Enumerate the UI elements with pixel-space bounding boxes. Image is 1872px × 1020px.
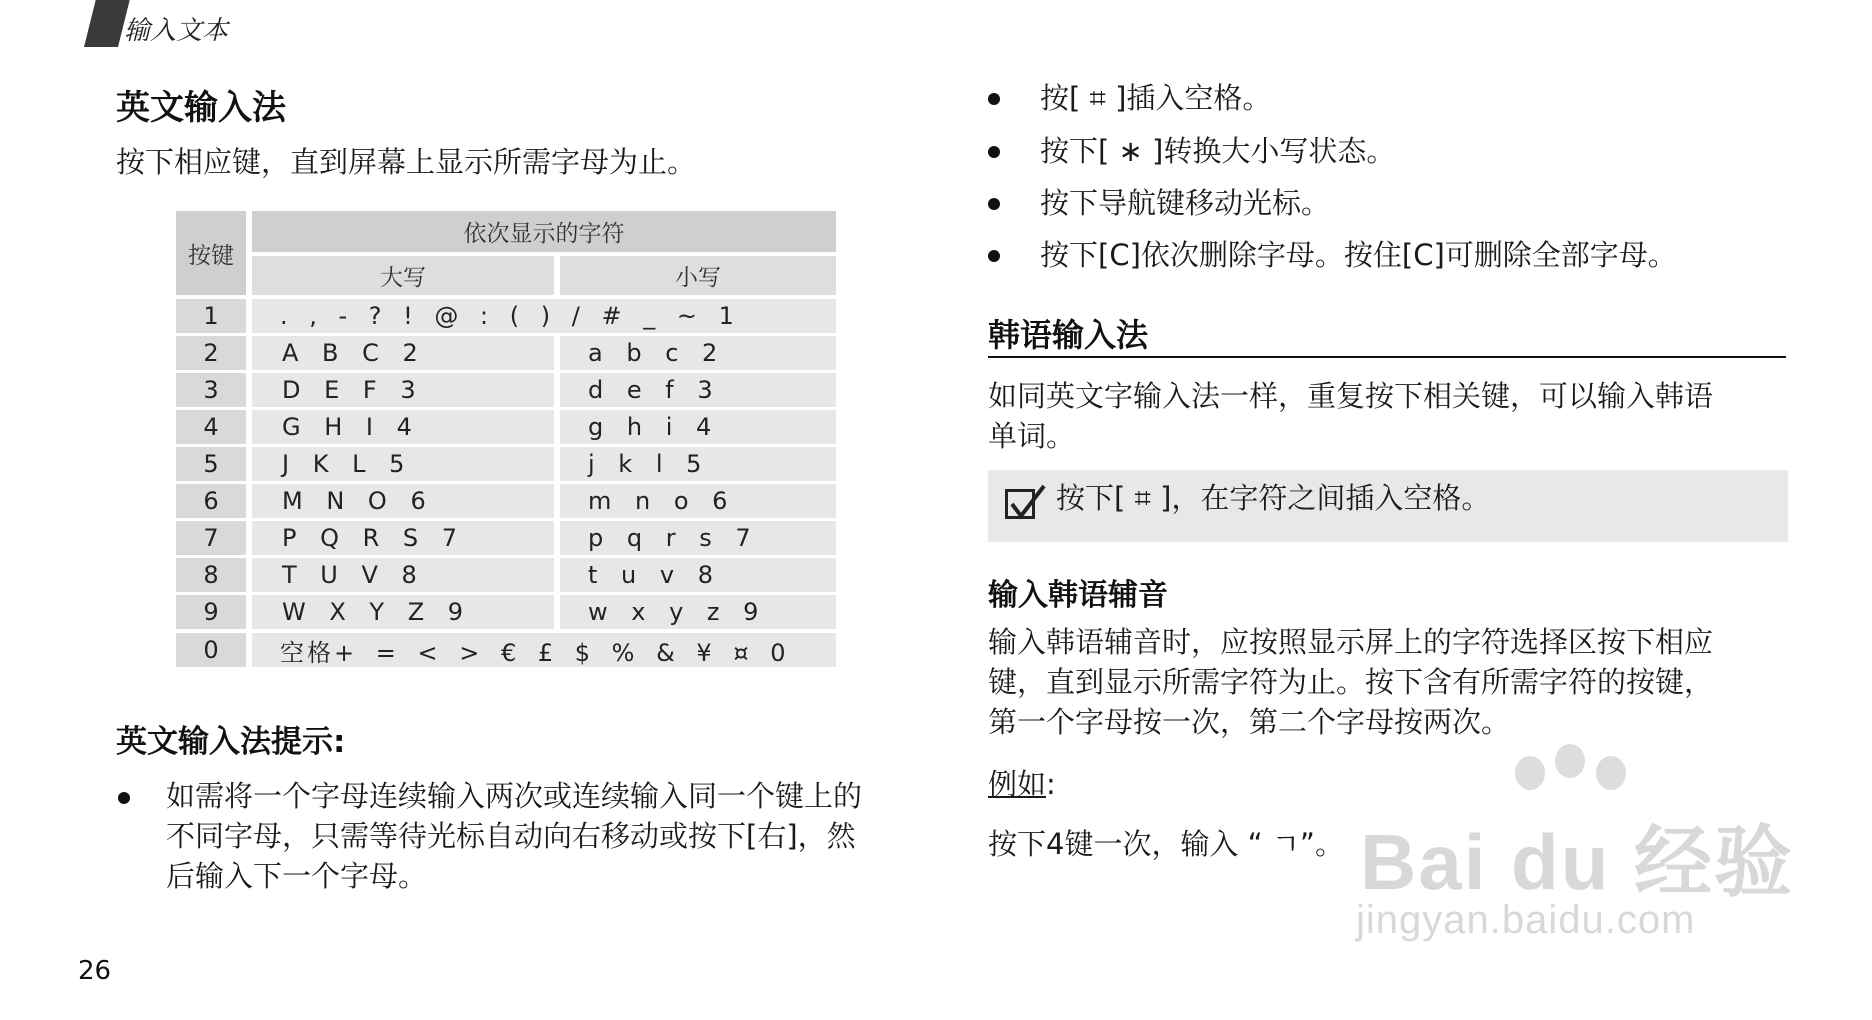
bullet-dot bbox=[988, 198, 1000, 210]
paw-toe bbox=[1555, 744, 1585, 778]
consonant-line-1: 输入韩语辅音时，应按照显示屏上的字符选择区按下相应 bbox=[988, 625, 1714, 659]
lower-cell: j k l 5 bbox=[560, 447, 836, 481]
korean-input-heading: 韩语输入法 bbox=[988, 316, 1149, 354]
bullet-delete: 按下[C]依次删除字母。按住[C]可删除全部字母。 bbox=[1040, 238, 1677, 272]
english-input-intro: 按下相应键，直到屏幕上显示所需字母为止。 bbox=[116, 145, 697, 179]
page-number: 26 bbox=[78, 956, 112, 986]
table-row bbox=[176, 484, 836, 518]
table-row bbox=[176, 410, 836, 444]
key-cell: 2 bbox=[176, 336, 246, 370]
table-row bbox=[176, 447, 836, 481]
key-cell: 8 bbox=[176, 558, 246, 592]
key-cell: 9 bbox=[176, 595, 246, 629]
chars-cell: . , - ? ! @ : ( ) / # _ ~ 1 bbox=[252, 299, 836, 333]
key-cell: 5 bbox=[176, 447, 246, 481]
key-cell: 6 bbox=[176, 484, 246, 518]
bullet-dot bbox=[988, 93, 1000, 105]
bullet-dot bbox=[988, 146, 1000, 158]
section-title: 输入文本 bbox=[124, 16, 229, 46]
example-label bbox=[988, 764, 1056, 804]
bullet-dot bbox=[988, 250, 1000, 262]
note-text: 按下[ ⌗ ]，在字符之间插入空格。 bbox=[1056, 481, 1491, 515]
tip-line-3: 后输入下一个字母。 bbox=[166, 859, 428, 893]
bullet-move-cursor: 按下导航键移动光标。 bbox=[1040, 186, 1331, 220]
tip-line-2: 不同字母，只需等待光标自动向右移动或按下[右]，然 bbox=[166, 819, 856, 853]
header-bar bbox=[84, 0, 130, 47]
key-cell: 0 bbox=[176, 633, 246, 667]
section-rule bbox=[988, 356, 1786, 358]
example-word: 例如 bbox=[988, 767, 1047, 801]
key-character-table bbox=[176, 211, 836, 668]
key-cell: 3 bbox=[176, 373, 246, 407]
example-colon: : bbox=[1046, 767, 1056, 801]
checkmark-icon bbox=[1005, 489, 1035, 519]
korean-intro-line-1: 如同英文字输入法一样，重复按下相关键，可以输入韩语 bbox=[988, 379, 1714, 413]
consonant-line-2: 键，直到显示所需字符为止。按下含有所需字符的按键， bbox=[988, 665, 1714, 699]
upper-cell: T U V 8 bbox=[252, 558, 554, 592]
lower-cell: g h i 4 bbox=[560, 410, 836, 444]
table-row bbox=[176, 336, 836, 370]
key-column-header: 按键 bbox=[176, 211, 246, 295]
english-input-heading: 英文输入法 bbox=[116, 88, 286, 128]
upper-cell: W X Y Z 9 bbox=[252, 595, 554, 629]
bullet-toggle-case: 按下[ ∗ ]转换大小写状态。 bbox=[1040, 134, 1396, 168]
key-cell: 4 bbox=[176, 410, 246, 444]
lower-cell: m n o 6 bbox=[560, 484, 836, 518]
table-row bbox=[176, 373, 836, 407]
korean-consonant-heading: 输入韩语辅音 bbox=[988, 578, 1168, 613]
korean-intro-line-2: 单词。 bbox=[988, 419, 1076, 453]
table-row bbox=[176, 521, 836, 555]
upper-cell: J K L 5 bbox=[252, 447, 554, 481]
consonant-line-3: 第一个字母按一次，第二个字母按两次。 bbox=[988, 705, 1511, 739]
table-row bbox=[176, 595, 836, 629]
key-cell: 7 bbox=[176, 521, 246, 555]
upper-cell: P Q R S 7 bbox=[252, 521, 554, 555]
table-row bbox=[176, 633, 836, 667]
example-text: 按下4键一次，输入 “ ㄱ”。 bbox=[988, 827, 1344, 861]
upper-cell: A B C 2 bbox=[252, 336, 554, 370]
lower-cell: a b c 2 bbox=[560, 336, 836, 370]
tip-line-1: 如需将一个字母连续输入两次或连续输入同一个键上的 bbox=[166, 779, 863, 813]
key-cell: 1 bbox=[176, 299, 246, 333]
upper-cell: G H I 4 bbox=[252, 410, 554, 444]
lower-cell: t u v 8 bbox=[560, 558, 836, 592]
lower-cell: w x y z 9 bbox=[560, 595, 836, 629]
chars-cell: 空格+ = < > € £ $ % & ¥ ¤ 0 bbox=[252, 633, 836, 667]
lower-cell: p q r s 7 bbox=[560, 521, 836, 555]
upper-cell: M N O 6 bbox=[252, 484, 554, 518]
bullet-insert-space: 按[ ⌗ ]插入空格。 bbox=[1040, 81, 1272, 115]
paw-toe bbox=[1596, 756, 1626, 790]
table-row bbox=[176, 558, 836, 592]
table-row bbox=[176, 299, 836, 333]
upper-cell: D E F 3 bbox=[252, 373, 554, 407]
english-tips-heading: 英文输入法提示: bbox=[116, 724, 346, 760]
bullet-dot bbox=[118, 792, 130, 804]
watermark-url: jingyan.baidu.com bbox=[1356, 898, 1696, 942]
lowercase-header: 小写 bbox=[560, 256, 836, 295]
characters-column-header: 依次显示的字符 bbox=[252, 211, 836, 252]
lower-cell: d e f 3 bbox=[560, 373, 836, 407]
watermark-logo: Bai du 经验 bbox=[1360, 818, 1795, 906]
paw-toe bbox=[1515, 756, 1545, 790]
uppercase-header: 大写 bbox=[252, 256, 554, 295]
